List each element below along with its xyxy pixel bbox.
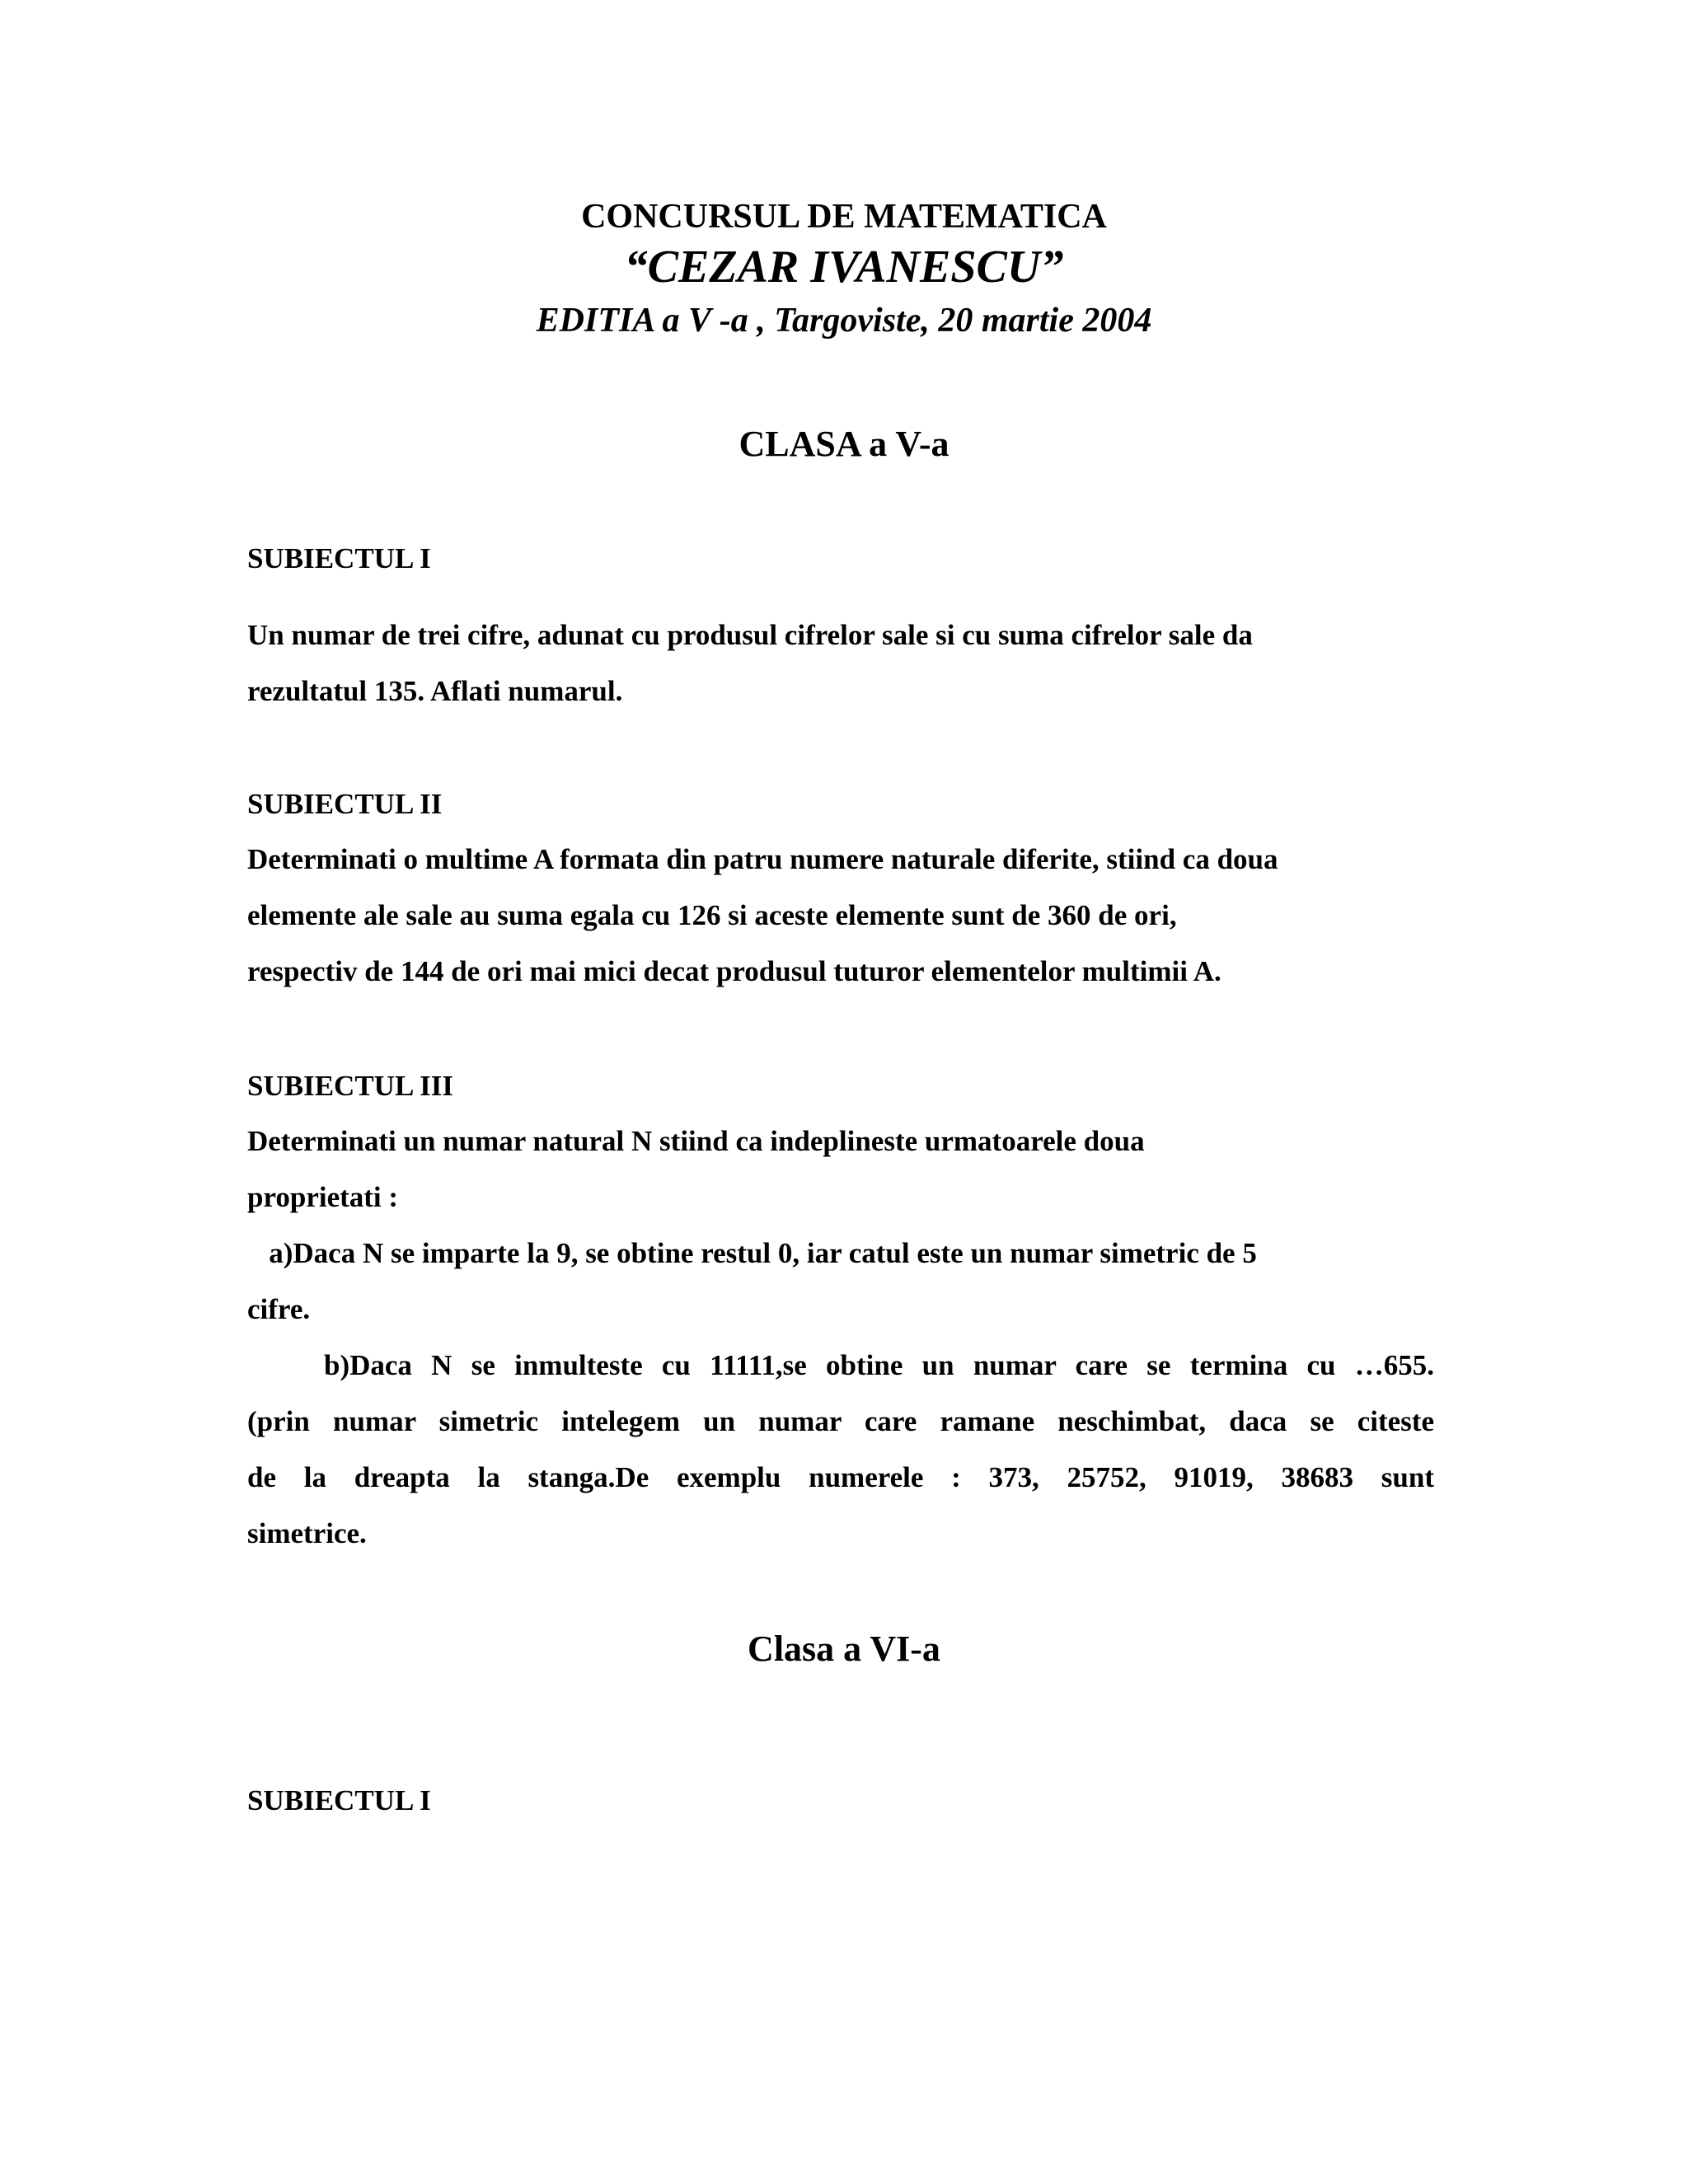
text-line: simetrice. bbox=[247, 1517, 367, 1549]
text-line: elemente ale sale au suma egala cu 126 si aceste elemente sunt de 360 de ori, bbox=[247, 899, 1177, 931]
class-6-heading: Clasa a VI-a bbox=[748, 1629, 940, 1669]
class5-subject2-text bbox=[247, 832, 1434, 1000]
class5-subject3-label: SUBIECTUL III bbox=[247, 1070, 453, 1102]
contest-title: CONCURSUL DE MATEMATICA bbox=[581, 198, 1107, 236]
class5-subject2-label: SUBIECTUL II bbox=[247, 788, 443, 820]
class5-subject1-text bbox=[247, 607, 1434, 719]
contest-name: “CEZAR IVANESCU” bbox=[624, 241, 1064, 293]
class5-subject1-label: SUBIECTUL I bbox=[247, 542, 431, 574]
text-line: Determinati un numar natural N stiind ca indeplineste urmatoarele doua bbox=[247, 1125, 1145, 1157]
edition-line: EDITIA a V -a , Targoviste, 20 martie 2004 bbox=[536, 302, 1152, 340]
text-line: Determinati o multime A formata din patru numere naturale diferite, stiind ca doua bbox=[247, 843, 1278, 875]
class-5-heading: CLASA a V-a bbox=[738, 424, 950, 464]
text-line: respectiv de 144 de ori mai mici decat produsul tuturor elementelor multimii A. bbox=[247, 955, 1221, 987]
text-line: a)Daca N se imparte la 9, se obtine restul 0, iar catul este un numar simetric de 5 bbox=[247, 1237, 1257, 1269]
text-line: Un numar de trei cifre, adunat cu produsul cifrelor sale si cu suma cifrelor sale da bbox=[247, 619, 1253, 651]
text-line: (prin numar simetric intelegem un numar care ramane neschimbat, daca se citeste bbox=[247, 1405, 1434, 1437]
class5-subject3-text bbox=[247, 1113, 1434, 1562]
text-line: proprietati : bbox=[247, 1181, 399, 1213]
text-line: rezultatul 135. Aflati numarul. bbox=[247, 675, 623, 707]
text-line: b)Daca N se inmulteste cu 11111,se obtine un numar care se termina cu …655. bbox=[247, 1349, 1435, 1381]
class6-subject1-label: SUBIECTUL I bbox=[247, 1784, 431, 1816]
text-line: de la dreapta la stanga.De exemplu numerele : 373, 25752, 91019, 38683 sunt bbox=[247, 1461, 1434, 1493]
text-line: cifre. bbox=[247, 1293, 311, 1325]
